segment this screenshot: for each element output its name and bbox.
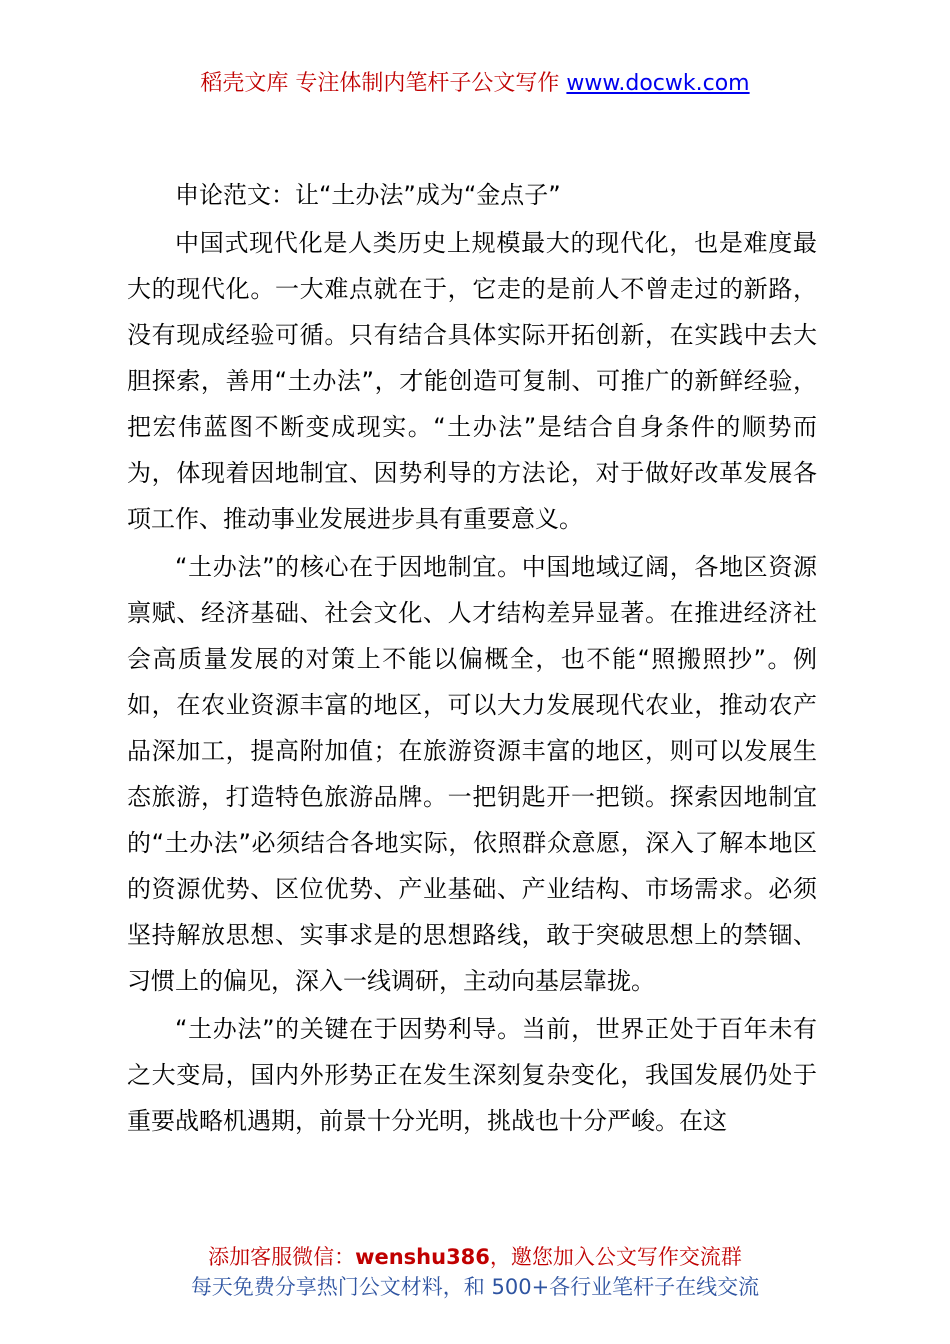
header-link[interactable]: www.docwk.com <box>566 71 750 96</box>
header-title: 稻壳文库 专注体制内笔杆子公文写作 <box>200 71 560 96</box>
paragraph-1: 中国式现代化是人类历史上规模最大的现代化，也是难度最大的现代化。一大难点就在于，它走的是前人不曾走过的新路，没有现成经验可循。只有结合具体实际开拓创新，在实践中去大胆探索，善用“土办法”，才能创造可复制、可推广的新鲜经验，把宏伟蓝图不断变成现实。“土办法”是结合自身条件的顺势而为，体现着因地制宜、因势利导的方法论，对于做好改革发展各项工作、推动事业发展进步具有重要意义。 <box>127 229 817 533</box>
page-header <box>0 68 950 100</box>
paragraph-3: “土办法”的关键在于因势利导。当前，世界正处于百年未有之大变局，国内外形势正在发生深刻复杂变化，我国发展仍处于重要战略机遇期，前景十分光明，挑战也十分严峻。在这 <box>127 1015 817 1135</box>
page-footer <box>0 1242 950 1302</box>
footer-promo-line: 每天免费分享热门公文材料，和 500+各行业笔杆子在线交流 <box>190 1275 760 1299</box>
footer-wechat-id: wenshu386 <box>355 1245 490 1269</box>
footer-contact-suffix: ，邀您加入公文写作交流群 <box>489 1245 742 1269</box>
footer-contact-line <box>0 1242 950 1272</box>
article-body <box>127 172 817 1144</box>
paragraph-2: “土办法”的核心在于因地制宜。中国地域辽阔，各地区资源禀赋、经济基础、社会文化、人才结构差异显著。在推进经济社会高质量发展的对策上不能以偏概全，也不能“照搬照抄”。例如，在农业资源丰富的地区，可以大力发展现代农业，推动农产品深加工，提高附加值；在旅游资源丰富的地区，则可以发展生态旅游，打造特色旅游品牌。一把钥匙开一把锁。探索因地制宜的“土办法”必须结合各地实际，依照群众意愿，深入了解本地区的资源优势、区位优势、产业基础、产业结构、市场需求。必须坚持解放思想、实事求是的思想路线，敢于突破思想上的禁锢、习惯上的偏见，深入一线调研，主动向基层靠拢。 <box>127 553 817 995</box>
article-title: 申论范文：让“土办法”成为“金点子” <box>175 181 561 209</box>
footer-contact-prefix: 添加客服微信： <box>208 1245 356 1269</box>
